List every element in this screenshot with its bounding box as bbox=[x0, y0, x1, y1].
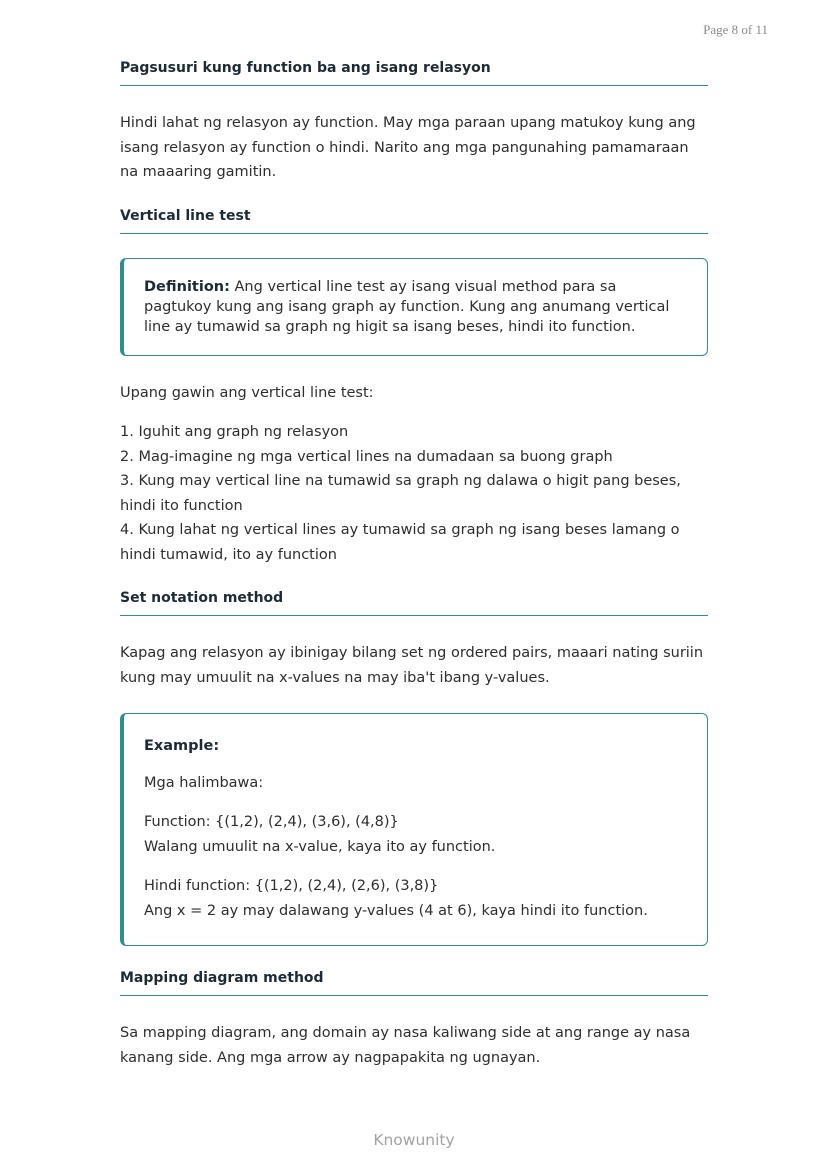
nonfunction-example: Hindi function: {(1,2), (2,4), (2,6), (3,8)} bbox=[144, 878, 439, 894]
document-content bbox=[120, 60, 708, 1070]
mapping-intro: Sa mapping diagram, ang domain ay nasa kaliwang side at ang range ay nasa kanang side. Ang mga arrow ay nagpapakita ng ugnayan. bbox=[120, 1025, 691, 1066]
footer-brand: Knowunity bbox=[373, 1131, 455, 1149]
list-item: 4. Kung lahat ng vertical lines ay tumawid sa graph ng isang beses lamang o hindi tumawid, ito ay function bbox=[120, 522, 680, 563]
example-label: Example: bbox=[144, 738, 220, 754]
steps-list bbox=[120, 420, 708, 567]
example-intro: Mga halimbawa: bbox=[144, 774, 264, 791]
page-number: Page 8 of 11 bbox=[703, 22, 768, 37]
example-card bbox=[120, 713, 708, 946]
section-heading-mapping: Mapping diagram method bbox=[120, 970, 708, 996]
definition-card bbox=[120, 258, 708, 356]
nonfunction-example-note: Ang x = 2 ay may dalawang y-values (4 at 6), kaya hindi ito function. bbox=[144, 902, 648, 919]
steps-intro: Upang gawin ang vertical line test: bbox=[120, 384, 374, 401]
set-notation-intro: Kapag ang relasyon ay ibinigay bilang set ng ordered pairs, maaari nating suriin kung may umuulit na x-values na may iba't ibang y-values. bbox=[120, 645, 704, 686]
section-heading-set-notation: Set notation method bbox=[120, 590, 708, 616]
section-heading-function-check: Pagsusuri kung function ba ang isang relasyon bbox=[120, 60, 708, 86]
function-example-note: Walang umuulit na x-value, kaya ito ay function. bbox=[144, 838, 496, 855]
function-example: Function: {(1,2), (2,4), (3,6), (4,8)} bbox=[144, 814, 399, 830]
list-item: 1. Iguhit ang graph ng relasyon bbox=[120, 424, 349, 440]
function-check-intro: Hindi lahat ng relasyon ay function. May mga paraan upang matukoy kung ang isang relasyon ay function o hindi. Narito ang mga pangunahing pamamaraan na maaaring gamitin. bbox=[120, 115, 696, 180]
list-item: 2. Mag-imagine ng mga vertical lines na dumadaan sa buong graph bbox=[120, 448, 613, 465]
section-heading-vertical-line-test: Vertical line test bbox=[120, 208, 708, 234]
definition-text: Ang vertical line test ay isang visual method para sa pagtukoy kung ang isang graph ay function. Kung ang anumang vertical line ay tumawid sa graph ng higit sa isang beses, hindi ito function. bbox=[144, 278, 670, 335]
definition-label: Definition: bbox=[144, 278, 230, 295]
list-item: 3. Kung may vertical line na tumawid sa graph ng dalawa o higit pang beses, hindi ito function bbox=[120, 473, 681, 514]
